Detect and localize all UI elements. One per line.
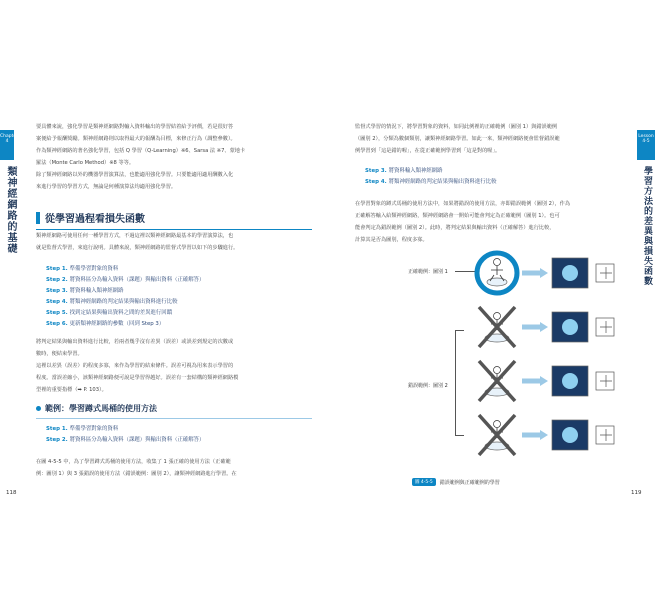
figure-caption xyxy=(412,478,500,486)
section-marker xyxy=(36,212,40,224)
correct-example-row xyxy=(472,248,622,298)
step-item xyxy=(46,286,306,297)
step-text: 更新類神經網路的參數（回到 Step 3） xyxy=(69,321,165,327)
step-label: Step 2. xyxy=(46,277,68,283)
figure-caption-text: 錯誤範例與正確範例的學習 xyxy=(439,479,500,486)
steps-list xyxy=(46,264,306,330)
correct-toilet-image xyxy=(472,248,622,298)
step-label: Step 6. xyxy=(46,321,68,327)
intro-paragraph xyxy=(36,121,306,193)
example-title: 範例：學習蹲式馬桶的使用方法 xyxy=(45,404,157,413)
right-paragraph-2 xyxy=(355,198,625,246)
wrong-example-row xyxy=(472,356,622,406)
label-correct-range: 正確範例：圖別 1 xyxy=(408,269,448,275)
page-number-left: 118 xyxy=(6,490,17,496)
step-item xyxy=(46,264,306,275)
right-paragraph-1 xyxy=(355,121,625,157)
step-label: Step 3. xyxy=(365,168,387,174)
step-item xyxy=(46,435,306,446)
step-text: 將資料輸入類神經網路 xyxy=(69,288,124,294)
text-line: 能會判定為錯誤範例（圖別 2）。此時，將判定結果與輸出資料（正確解答）進行比較， xyxy=(355,225,555,231)
text-line: 程度。當誤差縮小，該類神經網路便可說是學習得越好。誤差有一套結構的類神經網路模 xyxy=(36,375,239,381)
wrong-toilet-image xyxy=(472,410,622,460)
text-line: 就是監督式學習，來進行說明。具體來說，類神經網路的監督式學習以如下的步驟進行。 xyxy=(36,245,239,251)
step-item xyxy=(46,319,306,330)
step-text: 將資料區分為輸入資料（課題）與輸出資料（正確解答） xyxy=(69,277,205,283)
step-item xyxy=(365,177,625,188)
text-line: 除了類神經網路以外的機器學習演算法，也能適用強化學習。只要能適用適用酬數入化 xyxy=(36,172,234,178)
lesson-tab: Lesson 4-5 xyxy=(637,130,655,160)
text-line: 正確解答輸入給類神經網路，類神經網路會一開始可能會判定為正確範例（圖別 1）。也可 xyxy=(355,213,560,219)
example-divider xyxy=(36,418,312,419)
step-text: 將類神經網路的判定結果與輸出資料進行比較 xyxy=(69,299,178,305)
step-text: 將資料區分為輸入資料（課題）與輸出資料（正確解答） xyxy=(69,437,205,443)
text-line: 在學習對象的蹲式馬桶的使用方法中，如果將錯誤的使用方法，亦即錯誤範例（圖別 2），作為 xyxy=(355,201,571,207)
text-line: 羅法（Monte Carlo Method）※8 等等。 xyxy=(36,160,135,166)
step-item xyxy=(46,275,306,286)
text-line: 例學習到「這是錯的喔」，在從正確範例學習到「這是對的喔」。 xyxy=(355,148,501,154)
step-label: Step 4. xyxy=(365,179,387,185)
right-steps xyxy=(365,166,625,188)
example-steps xyxy=(46,424,306,446)
step-text: 將資料輸入類神經網路 xyxy=(388,168,443,174)
text-line: 例：圖別 1）與 3 張錯誤的使用方法（錯誤範例：圖別 2），讓類神經網路進行學習。在 xyxy=(36,471,237,477)
text-line: 在圖 4-5-5 中，為了學習蹲式馬桶的使用方法，收集了 1 張正確的使用方法（正確範 xyxy=(36,459,231,465)
step-label: Step 2. xyxy=(46,437,68,443)
example-paragraph xyxy=(36,456,306,480)
step-item xyxy=(46,308,306,319)
example-heading xyxy=(36,403,312,419)
wrong-toilet-image xyxy=(472,356,622,406)
text-line: （圖別 2），分類為數個類別，讓類神經網路學習。如此一來，類神經網路便會監督錯誤範 xyxy=(355,136,560,142)
text-line: 要具體來說，強化學習是類神經網路對輸入資料輸出的學習結着給予評價，若是很好答 xyxy=(36,124,234,130)
text-line: 類神經網路可使用任何一種學習方式，不過這裡以類神經網路最基本的學習演算法，也 xyxy=(36,233,234,239)
bullet-dot-icon xyxy=(36,406,41,411)
text-line: 計算其是否為圖別，程度多寡。 xyxy=(355,237,428,243)
figure-number: 圖 4-5-5 xyxy=(412,478,436,486)
step-label: Step 1. xyxy=(46,266,68,272)
step-text: 準備學習對象的資料 xyxy=(69,426,119,432)
section-paragraph xyxy=(36,230,306,254)
step-item xyxy=(365,166,625,177)
section-title: 從學習過程看損失函數 xyxy=(45,214,145,225)
text-line: 將判定結果與輸出資料進行比較，若兩者幾乎沒有差異（誤差）或誤差到規定的次數或 xyxy=(36,339,234,345)
step-label: Step 3. xyxy=(46,288,68,294)
step-item xyxy=(46,297,306,308)
chapter-title: 類神經網路的基礎 xyxy=(5,166,16,254)
step-item xyxy=(46,424,306,435)
chapter-tab: Chapter 4 xyxy=(0,130,14,160)
label-wrong-range: 錯誤範例：圖別 2 xyxy=(408,383,448,389)
page-number-right: 119 xyxy=(631,490,642,496)
text-line: 型裡的重要指標（➡ P. 103）。 xyxy=(36,387,107,393)
lesson-title: 學習方法的差異與損失函數 xyxy=(642,166,652,286)
text-line: 案便給予報酬獎勵。類神經網路則以取得最大的報酬為目標，來修正行為（調整參數）。 xyxy=(36,136,236,142)
wrong-toilet-image xyxy=(472,302,622,352)
step-text: 準備學習對象的資料 xyxy=(69,266,119,272)
section-heading xyxy=(36,210,312,230)
wrong-example-row xyxy=(472,302,622,352)
step-text: 找到定結果與輸出資料之間的差異進行回饋 xyxy=(69,310,173,316)
text-line: 數時，便結束學習。 xyxy=(36,351,83,357)
text-line: 監督式學習的情況下，將學習對象的資料，如同此例裡的正確範例（圖別 1）與錯誤範例 xyxy=(355,124,558,130)
step-text: 將類神經網路的判定結果與輸出資料進行比較 xyxy=(388,179,497,185)
step-label: Step 5. xyxy=(46,310,68,316)
wrong-example-row xyxy=(472,410,622,460)
text-line: 這裡以差異（誤差）的程度多寡，來作為學習的結束條件。誤差可視為用來表示學習的 xyxy=(36,363,234,369)
step-label: Step 4. xyxy=(46,299,68,305)
text-line: 作為類神經網路的著名強化學習，包括 Q 學習（Q-Learning）※6、Sarsa 法 ※7、蒙地卡 xyxy=(36,148,246,154)
step-label: Step 1. xyxy=(46,426,68,432)
result-paragraph xyxy=(36,336,306,396)
wrong-bracket xyxy=(455,330,464,436)
text-line: 來進行學習的學習方式，無論是何種演算法均適用強化學習。 xyxy=(36,184,177,190)
